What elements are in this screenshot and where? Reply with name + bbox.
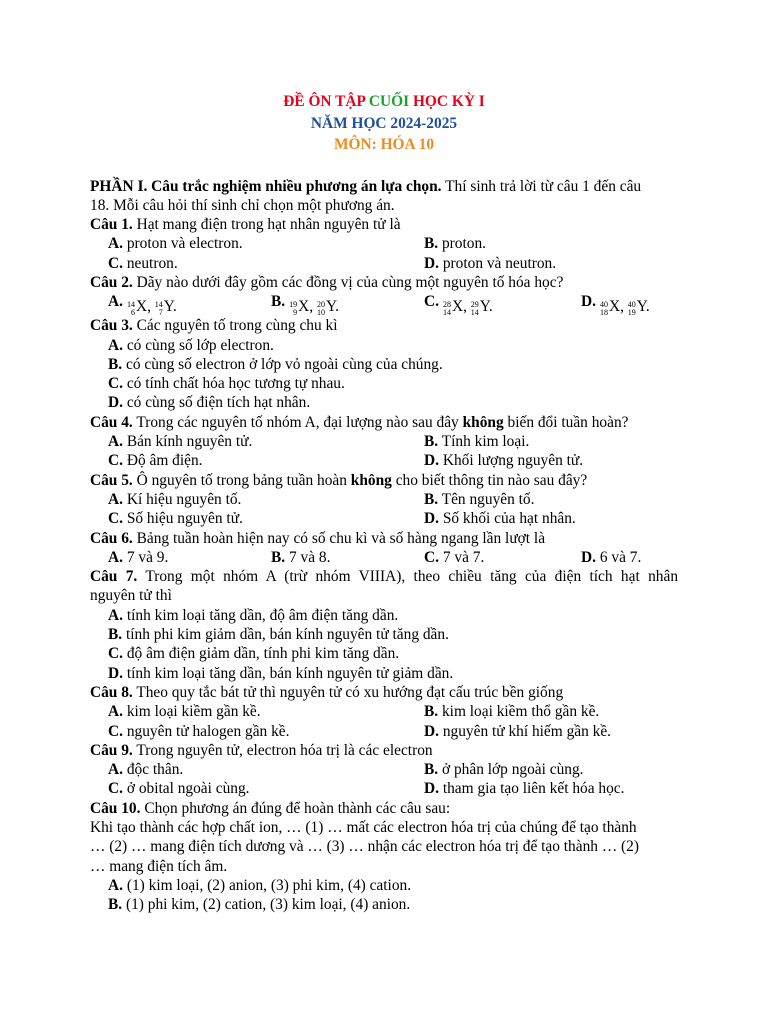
q3-option-a[interactable]: A. có cùng số lớp electron. <box>108 336 274 354</box>
question-10-passage-2: … (2) … mang điện tích dương và … (3) … nhận các electron hóa trị để tạo thành … (2) <box>90 838 639 856</box>
q1-option-b[interactable]: B. proton. <box>424 235 487 253</box>
q5-option-a[interactable]: A. Kí hiệu nguyên tố. <box>108 490 242 508</box>
q7-option-c[interactable]: C. độ âm điện giảm dần, tính phi kim tăng dần. <box>108 645 400 663</box>
subject: MÔN: HÓA 10 <box>333 136 435 153</box>
question-4: Câu 4. Trong các nguyên tố nhóm A, đại lượng nào sau đây không biến đổi tuần hoàn? <box>90 413 629 431</box>
q2-option-c[interactable]: C. 28 14 X, 29 14 Y. <box>424 293 493 318</box>
q10-option-b[interactable]: B. (1) phi kim, (2) cation, (3) kim loại, (4) anion. <box>108 896 411 914</box>
q7-option-d[interactable]: D. tính kim loại tăng dần, bán kính nguyên tử giảm dần. <box>108 664 454 682</box>
q9-option-a[interactable]: A. độc thân. <box>108 761 184 779</box>
question-8: Câu 8. Theo quy tắc bát tử thì nguyên tử có xu hướng đạt cấu trúc bền giống <box>90 683 564 701</box>
q4-option-c[interactable]: C. Độ âm điện. <box>108 452 203 470</box>
q9-option-c[interactable]: C. ở obital ngoài cùng. <box>108 780 250 798</box>
section-instruction: 18. Mỗi câu hỏi thí sinh chỉ chọn một phương án. <box>90 196 395 214</box>
q4-option-a[interactable]: A. Bán kính nguyên tử. <box>108 433 253 451</box>
q8-option-d[interactable]: D. nguyên tử khí hiếm gần kề. <box>424 722 612 740</box>
q10-option-a[interactable]: A. (1) kim loại, (2) anion, (3) phi kim, (4) cation. <box>108 876 412 894</box>
q9-option-d[interactable]: D. tham gia tạo liên kết hóa học. <box>424 780 625 798</box>
exam-title: ĐỀ ÔN TẬP CUỐI HỌC KỲ I <box>283 93 485 110</box>
q5-option-c[interactable]: C. Số hiệu nguyên tử. <box>108 510 243 528</box>
q7-option-a[interactable]: A. tính kim loại tăng dần, độ âm điện tăng dần. <box>108 606 399 624</box>
question-3: Câu 3. Các nguyên tố trong cùng chu kì <box>90 317 338 335</box>
question-9: Câu 9. Trong nguyên tử, electron hóa trị là các electron <box>90 741 433 759</box>
section-heading: PHẦN I. Câu trắc nghiệm nhiều phương án lựa chọn. Thí sinh trả lời từ câu 1 đến câu <box>90 177 642 195</box>
q7-option-b[interactable]: B. tính phi kim giảm dần, bán kính nguyên tử tăng dần. <box>108 626 449 644</box>
q5-option-b[interactable]: B. Tên nguyên tố. <box>424 490 535 508</box>
q8-option-a[interactable]: A. kim loại kiềm gần kề. <box>108 703 261 721</box>
q9-option-b[interactable]: B. ở phân lớp ngoài cùng. <box>424 761 584 779</box>
question-5: Câu 5. Ô nguyên tố trong bảng tuần hoàn không cho biết thông tin nào sau đây? <box>90 471 588 489</box>
q6-option-a[interactable]: A. 7 và 9. <box>108 548 169 566</box>
question-6: Câu 6. Bảng tuần hoàn hiện nay có số chu kì và số hàng ngang lần lượt là <box>90 529 546 547</box>
q2-option-a[interactable]: A. 14 6 X, 14 7 Y. <box>108 293 177 318</box>
q1-option-d[interactable]: D. proton và neutron. <box>424 254 557 272</box>
question-2: Câu 2. Dãy nào dưới đây gồm các đồng vị của cùng một nguyên tố hóa học? <box>90 273 564 291</box>
q3-option-c[interactable]: C. có tính chất hóa học tương tự nhau. <box>108 375 345 393</box>
question-7: Câu 7. Trong một nhóm A (trừ nhóm VIIIA), theo chiều tăng của điện tích hạt nhân <box>90 568 679 586</box>
q6-option-b[interactable]: B. 7 và 8. <box>271 548 331 566</box>
q8-option-c[interactable]: C. nguyên tử halogen gần kề. <box>108 722 290 740</box>
q8-option-b[interactable]: B. kim loại kiềm thổ gần kề. <box>424 703 600 721</box>
question-10-passage-3: … mang điện tích âm. <box>90 857 228 875</box>
question-1: Câu 1. Hạt mang điện trong hạt nhân nguyên tử là <box>90 216 401 234</box>
question-7-cont: nguyên tử thì <box>90 587 172 605</box>
school-year: NĂM HỌC 2024-2025 <box>310 114 458 132</box>
question-10-passage-1: Khi tạo thành các hợp chất ion, … (1) … mất các electron hóa trị của chúng để tạo thành <box>90 819 637 836</box>
q4-option-b[interactable]: B. Tính kim loại. <box>424 433 530 451</box>
q6-option-c[interactable]: C. 7 và 7. <box>424 548 485 566</box>
q5-option-d[interactable]: D. Số khối của hạt nhân. <box>424 510 576 528</box>
q3-option-b[interactable]: B. có cùng số electron ở lớp vỏ ngoài cùng của chúng. <box>108 355 443 373</box>
q1-option-c[interactable]: C. neutron. <box>108 254 178 272</box>
q3-option-d[interactable]: D. có cùng số điện tích hạt nhân. <box>108 394 311 412</box>
q2-option-b[interactable]: B. 19 9 X, 20 10 Y. <box>271 293 339 318</box>
q2-option-d[interactable]: D. 40 18 X, 40 19 Y. <box>581 293 650 318</box>
question-10: Câu 10. Chọn phương án đúng để hoàn thành các câu sau: <box>90 799 451 817</box>
q4-option-d[interactable]: D. Khối lượng nguyên tử. <box>424 452 584 470</box>
q1-option-a[interactable]: A. proton và electron. <box>108 235 243 253</box>
q6-option-d[interactable]: D. 6 và 7. <box>581 548 642 566</box>
exam-page <box>90 91 678 914</box>
